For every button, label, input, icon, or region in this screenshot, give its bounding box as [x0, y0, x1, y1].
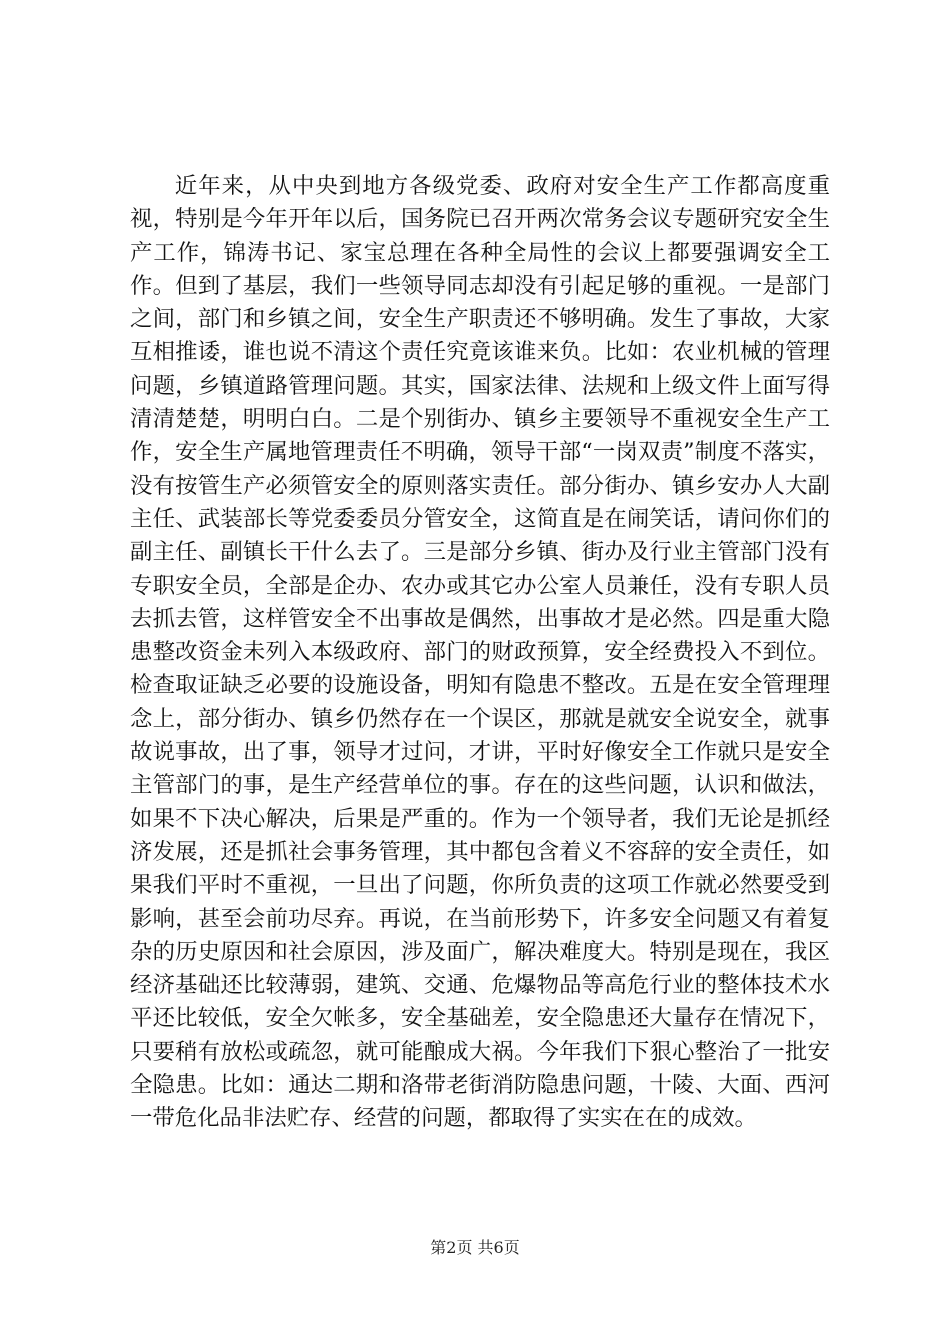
page-number-footer: 第2页 共6页: [430, 1238, 520, 1257]
body-paragraph: 近年来，从中央到地方各级党委、政府对安全生产工作都高度重视，特别是今年开年以后，国务院已召开两次常务会议专题研究安全生产工作，锦涛书记、家宝总理在各种全局性的会议上都要强调安全工作。但到了基层，我们一些领导同志却没有引起足够的重视。一是部门之间，部门和乡镇之间，安全生产职责还不够明确。发生了事故，大家互相推诿，谁也说不清这个责任究竟该谁来负。比如：农业机械的管理问题，乡镇道路管理问题。其实，国家法律、法规和上级文件上面写得清清楚楚，明明白白。二是个别街办、镇乡主要领导不重视安全生产工作，安全生产属地管理责任不明确，领导干部“一岗双责”制度不落实，没有按管生产必须管安全的原则落实责任。部分街办、镇乡安办人大副主任、武装部长等党委委员分管安全，这简直是在闹笑话，请问你们的副主任、副镇长干什么去了。三是部分乡镇、街办及行业主管部门没有专职安全员，全部是企办、农办或其它办公室人员兼任，没有专职人员去抓去管，这样管安全不出事故是偶然，出事故才是必然。四是重大隐患整改资金未列入本级政府、部门的财政预算，安全经费投入不到位。检查取证缺乏必要的设施设备，明知有隐患不整改。五是在安全管理理念上，部分街办、镇乡仍然存在一个误区，那就是就安全说安全，就事故说事故，出了事，领导才过问，才讲，平时好像安全工作就只是安全主管部门的事，是生产经营单位的事。存在的这些问题，认识和做法，如果不下决心解决，后果是严重的。作为一个领导者，我们无论是抓经济发展，还是抓社会事务管理，其中都包含着义不容辞的安全责任，如果我们平时不重视，一旦出了问题，你所负责的这项工作就必然要受到影响，甚至会前功尽弃。再说，在当前形势下，许多安全问题又有着复杂的历史原因和社会原因，涉及面广，解决难度大。特别是现在，我区经济基础还比较薄弱，建筑、交通、危爆物品等高危行业的整体技术水平还比较低，安全欠帐多，安全基础差，安全隐患还大量存在情况下，只要稍有放松或疏忽，就可能酿成大祸。今年我们下狠心整治了一批安全隐患。比如：通达二期和洛带老街消防隐患问题，十陵、大面、西河一带危化品非法贮存、经营的问题，都取得了实实在在的成效。: [130, 173, 830, 1132]
